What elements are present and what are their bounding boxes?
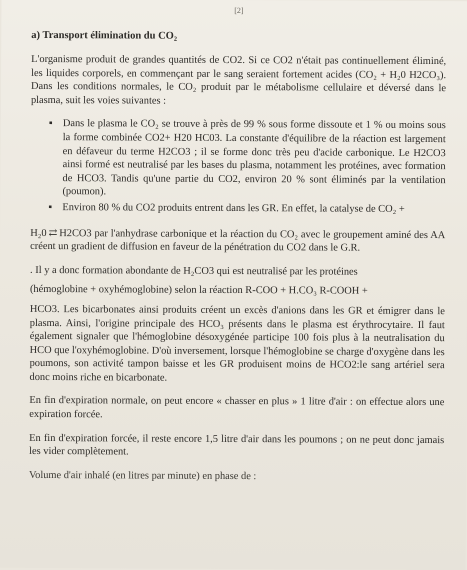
paragraph: . Il y a donc formation abondante de H₂CO3 qui est neutralisé par les protéines bbox=[30, 264, 358, 278]
intro-paragraph: L'organisme produit de grandes quantités de CO2. Si ce CO2 n'était pas continuellement éliminé, les liquides corporels, en commençant par le sang seraient fortement acides (CO₂ + H₂0 H2CO₃). Dans les conditions normales, le CO₂ produit par le métabolisme cellulaire et déversé dans le plasma, suit les voies suivantes : bbox=[30, 53, 447, 107]
paragraph: HCO3. Les bicarbonates ainsi produits créent un excès d'anions dans les GR et émigrer dans le plasma. Ainsi, l'origine principale des HCO₃ présents dans le plasma est érythrocytaire. Il faut également signaler que l'hémoglobine désoxygénée participe 100 fois plus à la neutralisation du HCO que l'oxyhémoglobine. D'où inversement, lorsque l'hémoglobine se charge d'oxygène dans les poumons, son activité tampon baisse et les GR produisent moins de HCO2:le sang artériel sera donc moins riche en bicarbonate. bbox=[29, 303, 445, 384]
bullet-list bbox=[30, 117, 446, 216]
bullet-item bbox=[48, 201, 445, 217]
paragraph: En fin d'expiration normale, on peut encore « chasser en plus » 1 litre d'air : on effectue alors une expiration forcée. bbox=[29, 395, 445, 421]
section-title: a) Transport élimination du CO₂ bbox=[31, 29, 178, 42]
bullet-text: Dans le plasma le CO₂ se trouve à près de 99 % sous forme dissoute et 1 % ou moins sous la forme combinée CO2+ H20 HC03. La constante d'équilibre de la réaction est largement en défaveur du terme H2CO3 ; il se forme donc très peu d'acide carbonique. Le H2CO3 ainsi formé est neutralisé par les bases du plasma, notamment les protéines, avec formation de HCO3. Tandis qu'une partie du CO2, environ 20 % sont éliminés par la ventilation (poumon). bbox=[62, 118, 446, 198]
paragraph: (hémoglobine + oxyhémoglobine) selon la réaction R-COO + H.CO₃ R-COOH + bbox=[29, 284, 368, 298]
paragraph: En fin d'expiration forcée, il reste encore 1,5 litre d'air dans les poumons ; on ne peut donc jamais les vider complètement. bbox=[29, 432, 445, 458]
paragraph: Volume d'air inhalé (en litres par minute) en phase de : bbox=[28, 469, 257, 482]
equation-left: H₂0 bbox=[30, 227, 47, 239]
equation-right: H2CO3 par l'anhydrase carbonique et la réaction du CO₂ avec le groupement aminé des AA créent un gradient de diffusion en faveur de la pénétration du CO2 dans le G.R. bbox=[30, 227, 446, 254]
equilibrium-arrow-icon: ⇄ bbox=[48, 227, 58, 239]
page-number: [2] bbox=[234, 6, 244, 16]
bullet-item bbox=[48, 117, 445, 201]
bullet-marker: ▪ bbox=[48, 201, 53, 213]
equation-paragraph bbox=[30, 226, 445, 255]
bullet-marker: ▪ bbox=[48, 118, 53, 130]
bullet-text: Environ 80 % du CO2 produits entrent dans les GR. En effet, la catalyse de CO₂ + bbox=[62, 202, 405, 215]
